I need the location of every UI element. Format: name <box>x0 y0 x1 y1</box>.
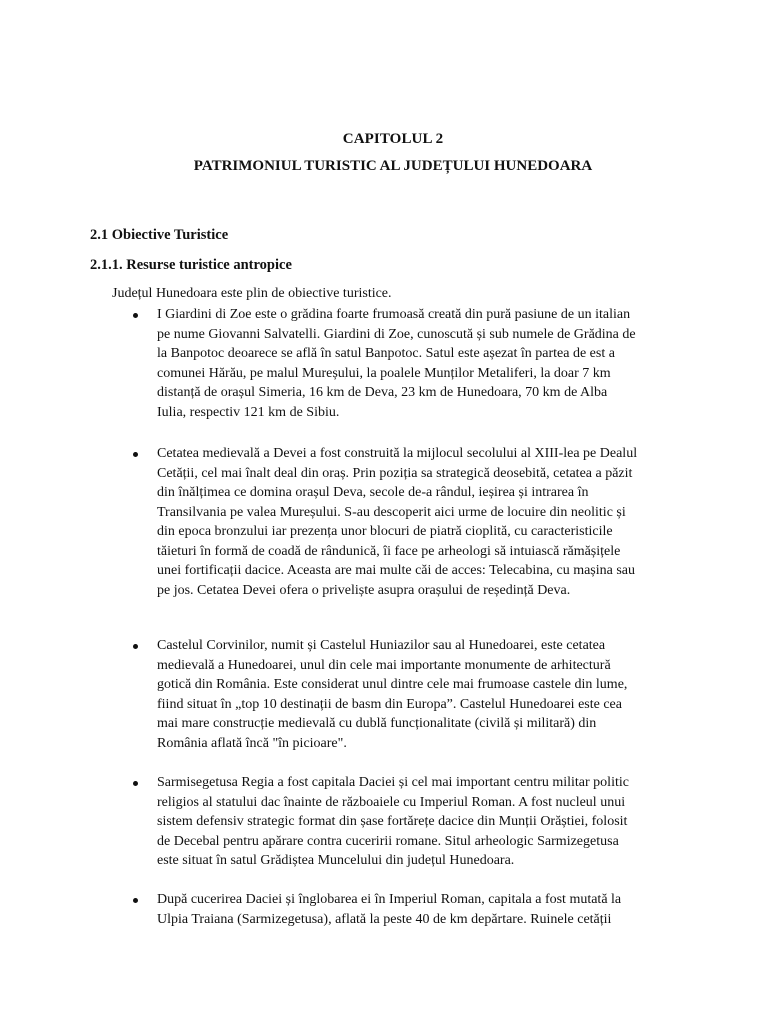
text-line: sistem defensiv strategic format din șase fortărețe dacice din Munții Orăștiei, folosit <box>157 814 628 829</box>
text-line: medievală a Hunedoarei, unul din cele mai importante monumente de arhitectură <box>157 657 611 673</box>
text-line: După cucerirea Daciei și înglobarea ei în Imperiul Roman, capitala a fost mutată la <box>157 892 622 907</box>
text-line: Ulpia Traiana (Sarmizegetusa), aflată la peste 40 de km depărtare. Ruinele cetății <box>157 911 612 927</box>
text-line: Iulia, respectiv 121 km de Sibiu. <box>157 404 340 420</box>
text-line: Transilvania pe valea Mureșului. S-au descoperit aici urme de locuire din neolitic și <box>157 504 626 520</box>
section-heading: 2.1 Obiective Turistice <box>90 227 229 243</box>
text-line: comunei Hărău, pe malul Mureșului, la poalele Munților Metaliferi, la doar 7 km <box>157 365 611 381</box>
text-line: gotică din România. Este considerat unul dintre cele mai frumoase castele din lume, <box>157 677 628 692</box>
text-line: pe jos. Cetatea Devei ofera o priveliște asupra orașului de reședință Deva. <box>157 582 571 598</box>
text-line: unei fortificații dacice. Aceasta are mai multe căi de acces: Telecabina, cu mașina sau <box>157 563 636 578</box>
text-line: la Banpotoc deoarece se află în satul Banpotoc. Satul este așezat în partea de est a <box>157 346 615 361</box>
text-line: România aflată încă "în picioare". <box>157 735 347 751</box>
text-line: Cetatea medievală a Devei a fost construită la mijlocul secolului al XIII-lea pe Dealul <box>157 446 638 461</box>
bullet-text <box>157 636 677 753</box>
bullet-text <box>157 444 677 600</box>
bullet-dot-icon <box>133 644 138 649</box>
chapter-title: PATRIMONIUL TURISTIC AL JUDEȚULUI HUNEDOARA <box>193 158 593 174</box>
bullet-dot-icon <box>133 452 138 457</box>
text-line: religios al statului dac înainte de războaiele cu Imperiul Roman. A fost nucleul unui <box>157 794 626 810</box>
text-line: Cetății, cel mai înalt deal din oraș. Prin poziția sa strategică deosebită, cetatea a păzit <box>157 465 633 481</box>
bullet-dot-icon <box>133 898 138 903</box>
text-line: distanță de orașul Simeria, 16 km de Deva, 23 km de Hunedoara, 70 km de Alba <box>157 385 608 400</box>
text-line: Sarmisegetusa Regia a fost capitala Daciei și cel mai important centru militar politic <box>157 775 629 790</box>
bullet-text <box>157 890 677 929</box>
bullet-dot-icon <box>133 313 138 318</box>
text-line: de Decebal pentru apărare contra cuceririi romane. Situl arheologic Sarmizegetusa <box>157 833 619 849</box>
text-line: mai mare construcție medievală cu dublă funcționalitate (civilă și militară) din <box>157 716 597 731</box>
intro-paragraph: Județul Hunedoara este plin de obiective turistice. <box>112 286 392 301</box>
text-line: I Giardini di Zoe este o grădina foarte frumoasă creată din pură pasiune de un italian <box>157 307 631 322</box>
subsection-heading: 2.1.1. Resurse turistice antropice <box>90 257 292 273</box>
text-line: este situat în satul Grădiștea Muncelului din județul Hunedoara. <box>157 853 515 868</box>
text-line: fiind situat în „top 10 destinații de basm din Europa”. Castelul Hunedoarei este cea <box>157 696 622 712</box>
text-line: din epoca bronzului iar prezența unor blocuri de piatră cioplită, cu caracteristicile <box>157 524 613 539</box>
bullet-text <box>157 305 677 422</box>
text-line: pe nume Giovanni Salvatelli. Giardini di Zoe, cunoscută și sub numele de Grădina de <box>157 326 636 342</box>
text-line: Castelul Corvinilor, numit și Castelul Huniazilor sau al Hunedoarei, este cetatea <box>157 638 606 653</box>
text-line: din înălțimea ce domina orașul Deva, secole de-a rândul, ieșirea și intrarea în <box>157 485 589 500</box>
text-line: tăieturi în formă de coadă de rândunică, îi face pe arheologi să intuiască rămășițele <box>157 543 621 559</box>
chapter-number: CAPITOLUL 2 <box>342 131 444 147</box>
bullet-text <box>157 773 677 871</box>
bullet-dot-icon <box>133 781 138 786</box>
